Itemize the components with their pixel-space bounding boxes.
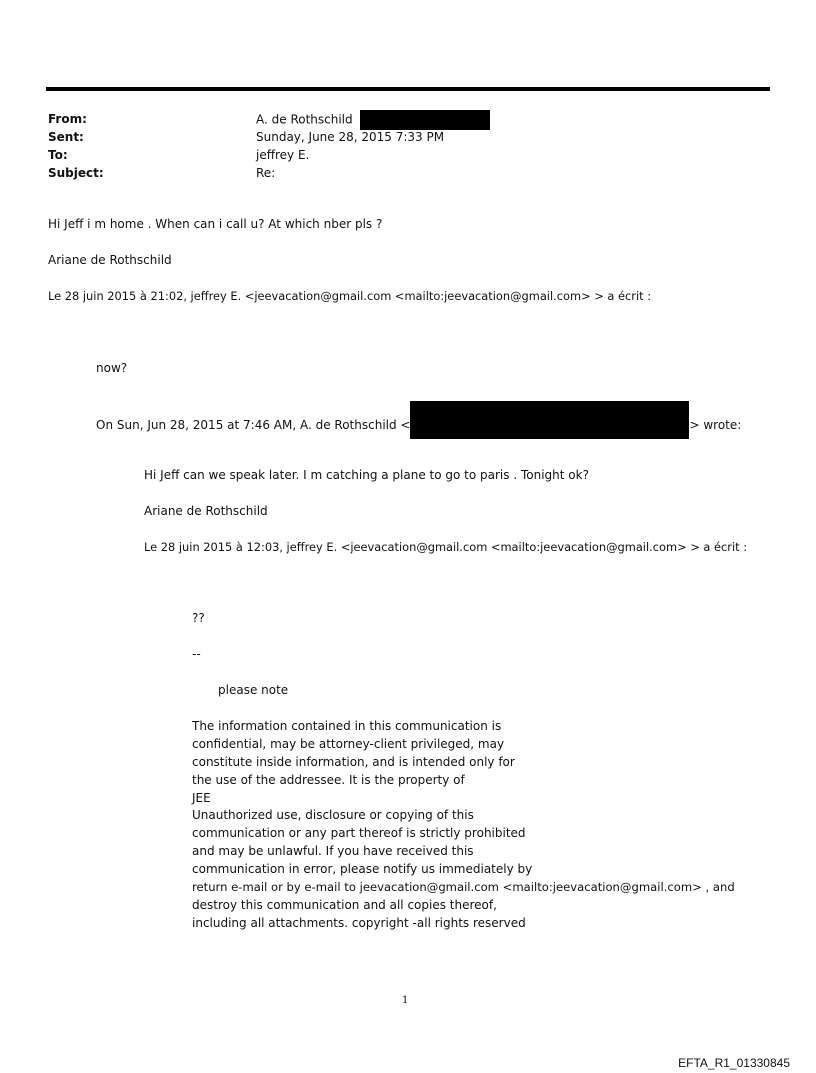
body-line: now?	[96, 361, 128, 375]
quote-intro: Le 28 juin 2015 à 21:02, jeffrey E. <jeevacation@gmail.com <mailto:jeevacation@gmail.com> > a écrit :	[48, 289, 652, 303]
body-line: Hi Jeff i m home . When can i call u? At which nber pls ?	[48, 217, 383, 231]
document-id: EFTA_R1_01330845	[678, 1056, 790, 1070]
please-note: please note	[218, 683, 289, 697]
subject-row	[48, 164, 748, 182]
from-label: From:	[48, 112, 87, 126]
body-line: ??	[192, 611, 205, 625]
to-value: jeffrey E.	[256, 148, 310, 162]
disclaimer-line: and may be unlawful. If you have received this	[192, 844, 474, 859]
disclaimer-line: communication or any part thereof is strictly prohibited	[192, 826, 526, 841]
subject-label: Subject:	[48, 166, 104, 180]
sent-row	[48, 128, 748, 146]
body-line: Hi Jeff can we speak later. I m catching a plane to go to paris . Tonight ok?	[144, 468, 589, 482]
page-number: 1	[402, 995, 409, 1006]
disclaimer	[192, 718, 772, 933]
disclaimer-line: return e-mail or by e-mail to jeevacation@gmail.com <mailto:jeevacation@gmail.com> , and	[192, 880, 735, 895]
header-rule	[46, 87, 770, 91]
quote-intro-end: > wrote:	[689, 418, 742, 432]
sent-label: Sent:	[48, 130, 84, 144]
from-value	[256, 110, 490, 128]
subject-value: Re:	[256, 166, 276, 180]
redaction-box	[410, 401, 689, 439]
email-header	[48, 110, 748, 182]
to-row	[48, 146, 748, 164]
quote-intro	[96, 413, 741, 433]
redaction-box	[360, 110, 490, 130]
disclaimer-line: confidential, may be attorney-client privileged, may	[192, 736, 505, 751]
disclaimer-line: including all attachments. copyright -all rights reserved	[192, 915, 526, 930]
disclaimer-line: The information contained in this communication is	[192, 719, 502, 733]
quote-intro: Le 28 juin 2015 à 12:03, jeffrey E. <jeevacation@gmail.com <mailto:jeevacation@gmail.com> > a écrit :	[144, 540, 748, 554]
disclaimer-line: constitute inside information, and is intended only for	[192, 754, 515, 769]
disclaimer-line: JEE	[192, 790, 211, 805]
sent-value: Sunday, June 28, 2015 7:33 PM	[256, 130, 445, 144]
disclaimer-line: Unauthorized use, disclosure or copying of this	[192, 808, 474, 823]
disclaimer-line: destroy this communication and all copies thereof,	[192, 897, 497, 912]
from-name: A. de Rothschild	[256, 112, 353, 127]
to-label: To:	[48, 148, 68, 162]
disclaimer-line: the use of the addressee. It is the property of	[192, 772, 465, 787]
separator-dashes: --	[192, 647, 201, 661]
quote-intro-start: On Sun, Jun 28, 2015 at 7:46 AM, A. de Rothschild <	[96, 418, 411, 432]
signature: Ariane de Rothschild	[48, 253, 172, 267]
disclaimer-line: communication in error, please notify us immediately by	[192, 862, 533, 877]
signature: Ariane de Rothschild	[144, 504, 268, 518]
from-row	[48, 110, 748, 128]
